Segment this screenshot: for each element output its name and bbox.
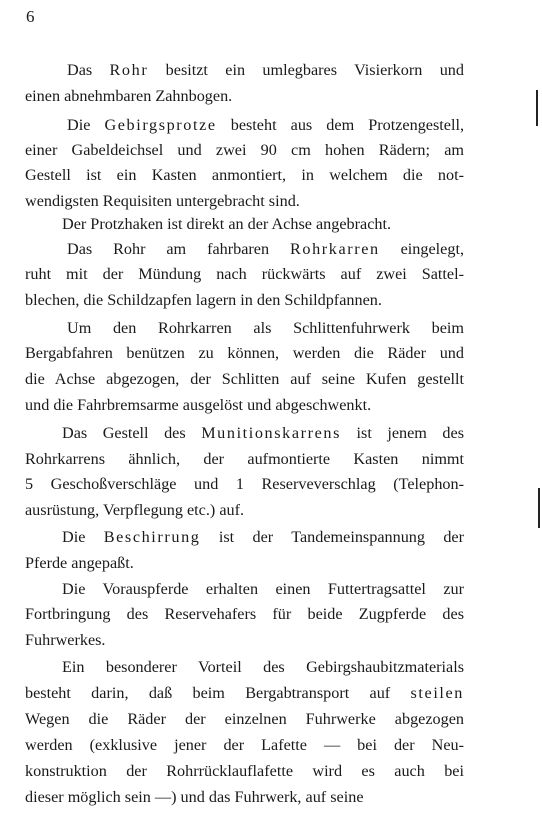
text-segment: werden (exklusive jener der Lafette — bei der Neu- bbox=[25, 736, 464, 754]
text-line bbox=[25, 163, 464, 187]
text-line bbox=[25, 288, 464, 312]
text-line bbox=[25, 189, 464, 213]
text-segment: Gestell ist ein Kasten anmontiert, in welchem die not- bbox=[25, 166, 464, 184]
text-segment: Das Gestell des bbox=[62, 424, 202, 442]
text-segment: Pferde angepaßt. bbox=[25, 554, 134, 572]
text-segment: Fuhrwerkes. bbox=[25, 631, 106, 649]
text-line bbox=[62, 655, 464, 679]
text-line bbox=[25, 707, 464, 731]
text-line bbox=[67, 113, 464, 137]
text-line bbox=[25, 551, 464, 575]
text-segment: Ein besonderer Vorteil des Gebirgshaubitzmaterials bbox=[62, 658, 464, 676]
text-segment: ist der Tandemeinspannung der bbox=[200, 528, 465, 546]
text-segment: Die bbox=[62, 528, 104, 546]
text-segment: Bergabfahren benützen zu können, werden die Räder und bbox=[25, 344, 464, 362]
text-line bbox=[62, 577, 464, 601]
text-line bbox=[25, 498, 464, 522]
text-line bbox=[67, 58, 464, 82]
text-segment: Rohrkarrens ähnlich, der aufmontierte Kasten nimmt bbox=[25, 450, 464, 468]
text-segment: Der Protzhaken ist direkt an der Achse angebracht. bbox=[62, 215, 392, 233]
text-line bbox=[25, 367, 464, 391]
spaced-term: steilen bbox=[410, 684, 464, 702]
text-segment: besitzt ein umlegbares Visierkorn und bbox=[148, 61, 464, 79]
text-segment: dieser möglich sein —) und das Fuhrwerk, auf seine bbox=[25, 788, 364, 806]
text-line bbox=[62, 525, 464, 549]
text-segment: einen abnehmbaren Zahnbogen. bbox=[25, 87, 233, 105]
text-segment: Das bbox=[67, 61, 110, 79]
spaced-term: Gebirgsprotze bbox=[104, 116, 217, 134]
text-segment: ausrüstung, Verpflegung etc.) auf. bbox=[25, 501, 245, 519]
text-line bbox=[25, 447, 464, 471]
text-segment: Um den Rohrkarren als Schlittenfuhrwerk beim bbox=[67, 319, 464, 337]
text-line bbox=[25, 472, 464, 496]
text-segment: besteht darin, daß beim Bergabtransport auf bbox=[25, 684, 411, 702]
text-line bbox=[25, 262, 464, 286]
text-segment: eingelegt, bbox=[379, 240, 464, 258]
text-line bbox=[25, 84, 464, 108]
text-line bbox=[25, 138, 464, 162]
text-segment: einer Gabeldeichsel und zwei 90 cm hohen Rädern; am bbox=[25, 141, 464, 159]
text-line bbox=[25, 628, 464, 652]
text-segment: blechen, die Schildzapfen lagern in den Schildpfannen. bbox=[25, 291, 382, 309]
text-segment: ruht mit der Mündung nach rückwärts auf zwei Sattel- bbox=[25, 265, 464, 283]
text-segment: die Achse abgezogen, der Schlitten auf seine Kufen gestellt bbox=[25, 370, 464, 388]
text-line bbox=[62, 421, 464, 445]
spaced-term: Munitionskarrens bbox=[201, 424, 341, 442]
scan-mark-top bbox=[536, 90, 538, 126]
text-line bbox=[62, 212, 464, 236]
text-line bbox=[25, 393, 464, 417]
spaced-term: Rohrkarren bbox=[289, 240, 380, 258]
text-line bbox=[25, 733, 464, 757]
text-segment: Wegen die Räder der einzelnen Fuhrwerke abgezogen bbox=[25, 710, 464, 728]
text-line bbox=[67, 316, 464, 340]
spaced-term: Beschirrung bbox=[103, 528, 201, 546]
text-segment: und die Fahrbremsarme ausgelöst und abgeschwenkt. bbox=[25, 396, 372, 414]
text-segment: Fortbringung des Reservehafers für beide Zugpferde des bbox=[25, 605, 464, 623]
page-number: 6 bbox=[26, 7, 35, 26]
text-segment: Die bbox=[67, 116, 105, 134]
text-segment: Das Rohr am fahrbaren bbox=[67, 240, 290, 258]
text-line bbox=[25, 341, 464, 365]
text-segment: besteht aus dem Protzengestell, bbox=[216, 116, 464, 134]
text-segment: wendigsten Requisiten untergebracht sind. bbox=[25, 192, 300, 210]
text-line bbox=[25, 602, 464, 626]
text-line bbox=[25, 759, 464, 783]
scan-mark-bottom bbox=[538, 488, 540, 528]
text-line bbox=[25, 785, 464, 809]
spaced-term: Rohr bbox=[109, 61, 149, 79]
text-segment: konstruktion der Rohrrücklauflafette wird es auch bei bbox=[25, 762, 464, 780]
text-segment: ist jenem des bbox=[341, 424, 464, 442]
text-line bbox=[67, 237, 464, 261]
text-line bbox=[25, 681, 464, 705]
text-segment: Die Vorauspferde erhalten einen Futtertragsattel zur bbox=[62, 580, 464, 598]
text-segment: 5 Geschoßverschläge und 1 Reserveverschlag (Telephon- bbox=[25, 475, 464, 493]
